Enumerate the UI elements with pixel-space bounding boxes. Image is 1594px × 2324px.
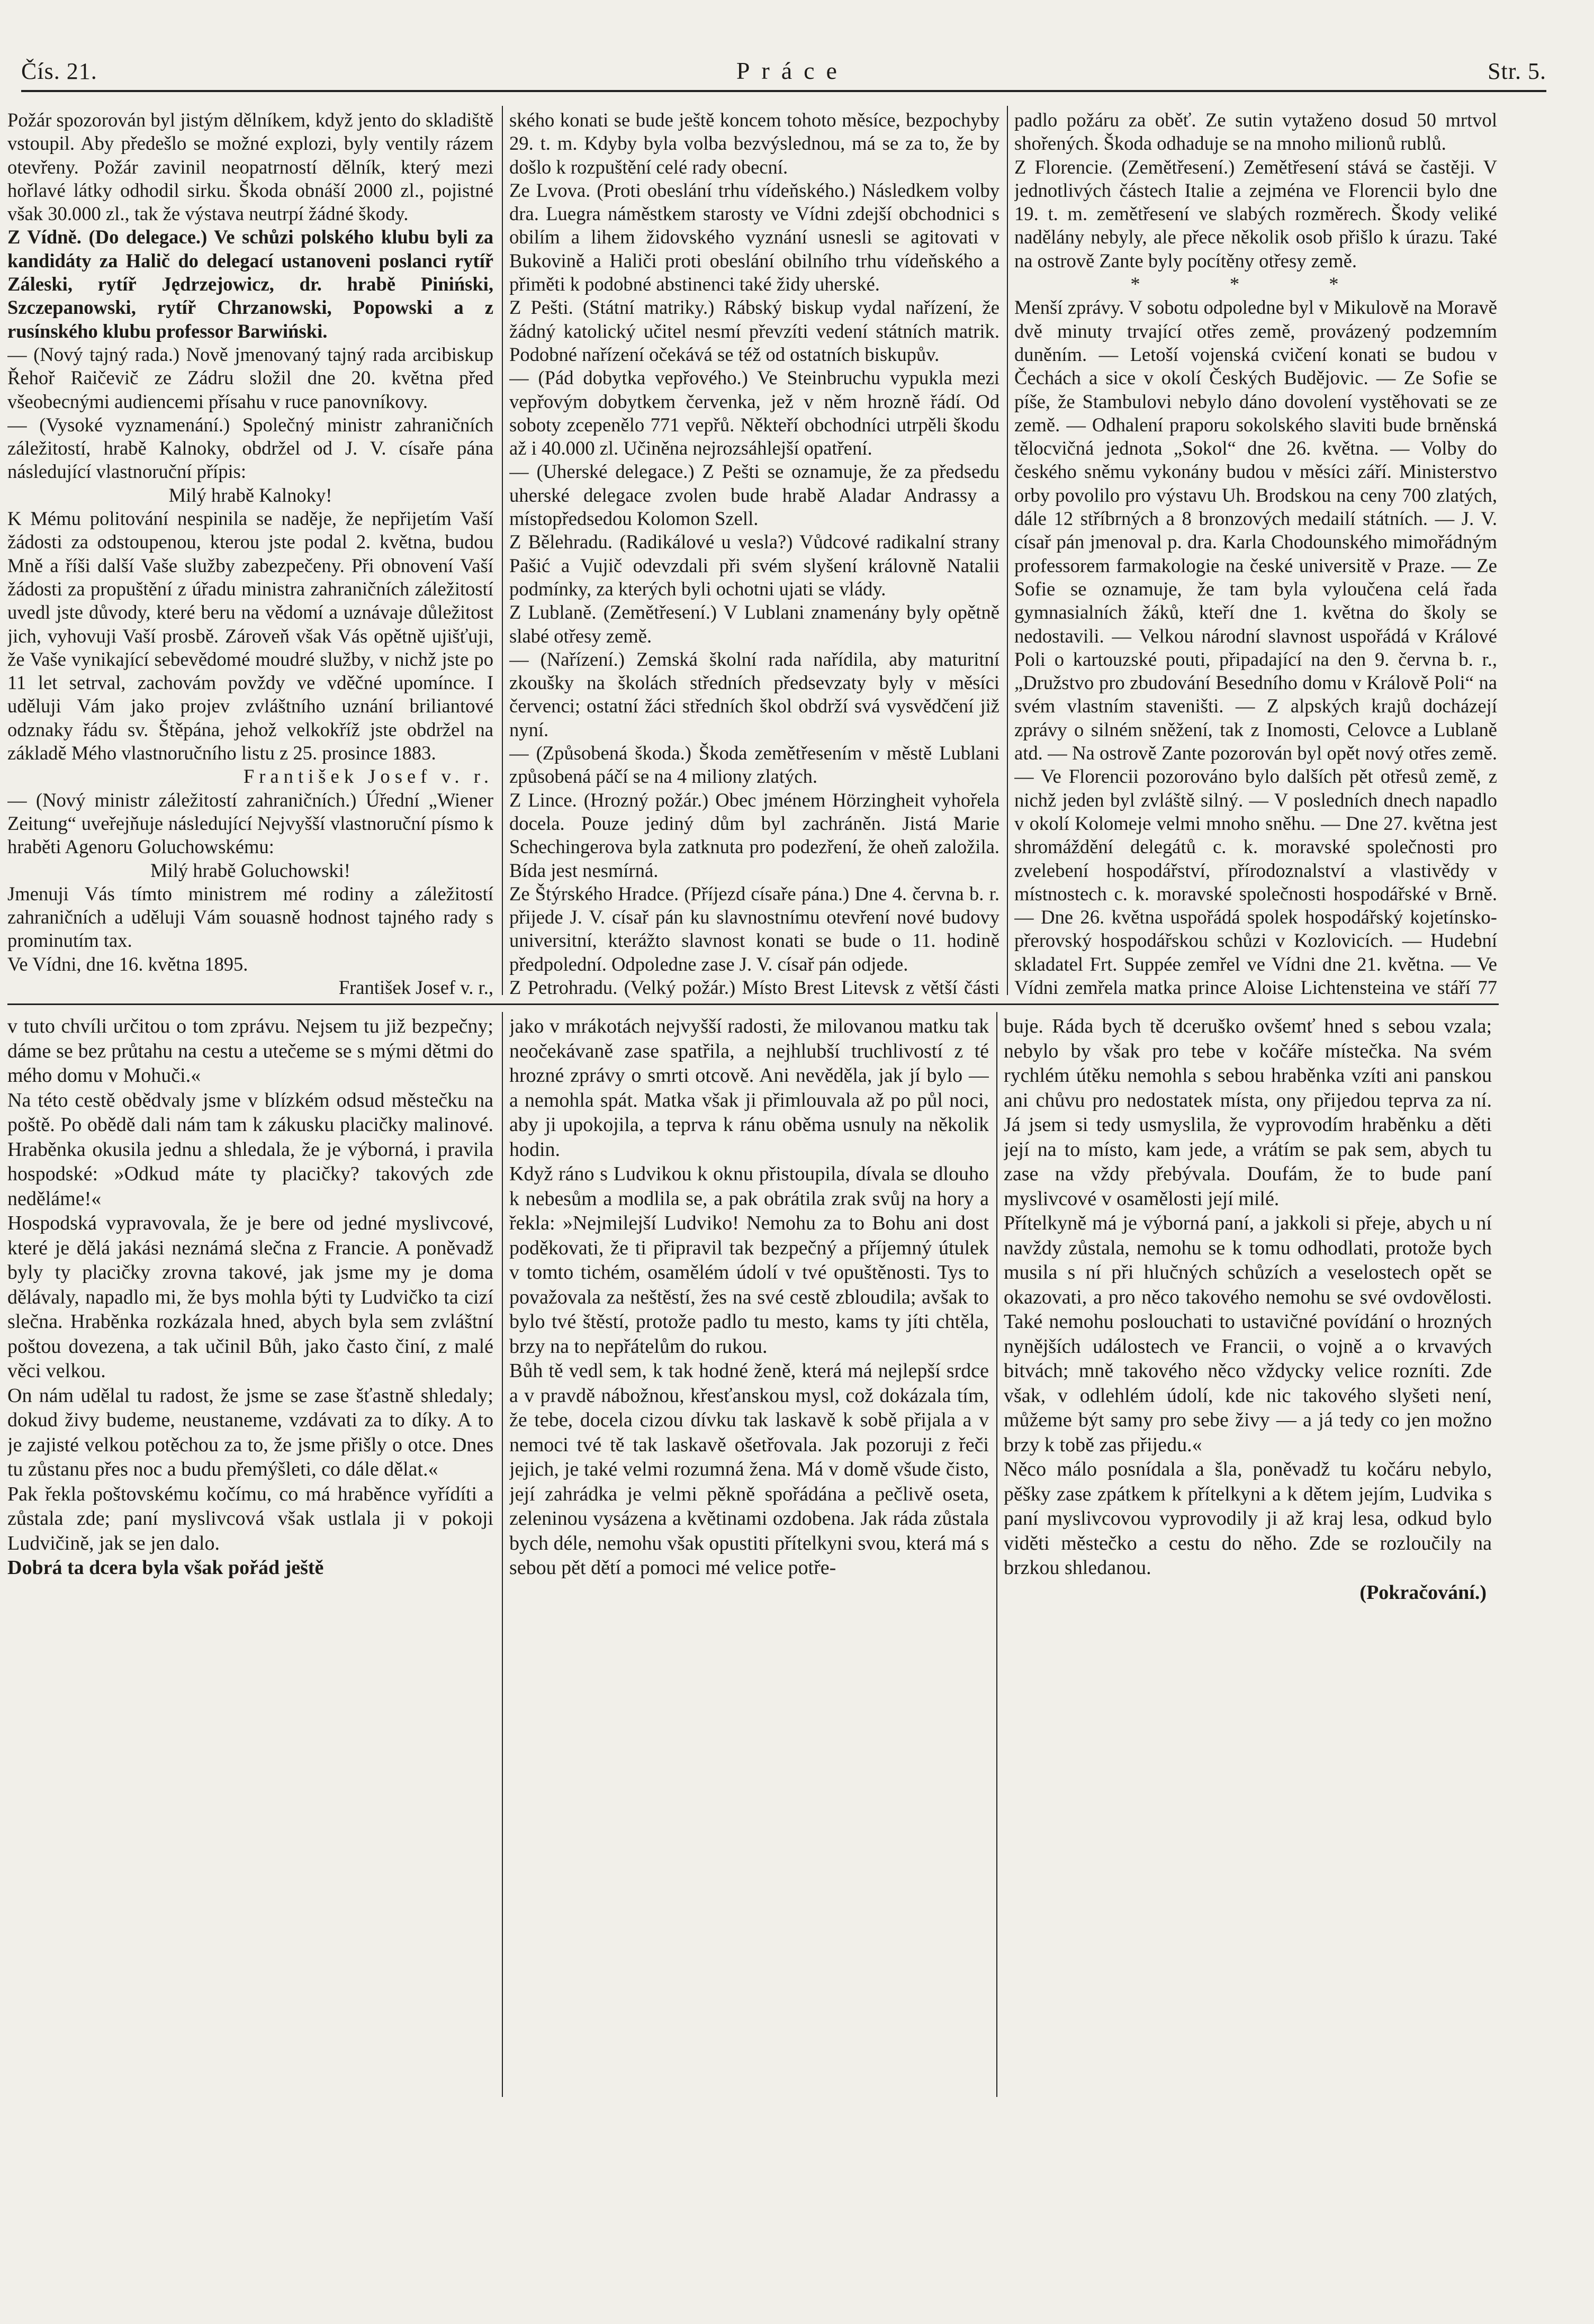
story-paragraph: On nám udělal tu radost, že jsme se zase šťastně shledaly; dokud živy budeme, neustaneme, vzdávati za to díky. A to je zajisté velkou potěchou za to, že jsme přišly o otce. Dnes tu zůstanu přes noc a budu přemýšleti, co dále dělat.« [7,1384,493,1480]
newspaper-title: Práce [736,57,849,84]
story-paragraph: Pak řekla poštovskému kočímu, co má hraběnce vyřídíti a zůstala zde; paní myslivcová však ustlala ji v pokoji Ludvičině, jak se jen dalo. [7,1482,493,1554]
news-column-1 [7,108,493,998]
continuation-note: (Pokračování.) [1359,1581,1487,1604]
column-rule-top-1 [502,106,503,995]
letter-signature: František Josef v. r. [243,765,493,788]
section-separator: * * * [1130,273,1381,295]
news-paragraph: Menší zprávy. V sobotu odpoledne byl v Mikulově na Moravě dvě minuty trvající otřes země, provázený podzemním duněním. — Letoší vojenská cvičení konati se budou v Čechách a sice v okolí Českých Budějovic. — Ze Sofie se píše, že Stambulovi nebylo dáno dovolení vystěhovati se ze země. — Odhalení praporu sokolského slaviti bude brněnská tělocvičná jednota „Sokol“ dne 26. května. — Volby do českého sněmu vykonány budou v měsíci září. Ministerstvo orby povolilo pro výstavu Uh. Brodskou na ceny 700 zlatých, dále 12 stříbrných a 8 bronzových medailí státních. — J. V. císař pán jmenoval p. dra. Karla Chodounského mimořádným professorem farmakologie na české universitě v Praze. — Ze Sofie se oznamuje, že tam byla vyloučena celá řada gymnasialních žáků, kteří dne 1. května do školy se nedostavili. — Velkou národní slavnost uspořádá v Králové Poli o kartouzské pouti, připadající na den 9. června b. r., „Družstvo pro zbudování Besedního domu v Králově Poli“ na svém vlastním staveništi. — Z alpských krajů docházejí zprávy o silném sněžení, tak z Inomosti, Celovce a Lublaně atd. — Na ostrově Zante pozorován byl opět nový otřes země. — Ve Florencii pozorováno bylo dalších pět otřesů země, z nichž jeden byl zvláště silný. — V posledních dnech napadlo v okolí Kolomeje velmi mnoho sněhu. — Dne 27. května jest shromáždění delegátů c. k. moravské společnosti pro zvelebení hospodářství, přírodoznalství a vlastivědy v místnostech c. k. moravské společnosti hospodářské v Brně. — Dne 26. května uspořádá spolek hospodářský kojetínsko-přerovský hospodářskou schůzi v Kozlovicích. — Hudební skladatel Frt. Suppée zemřel ve Vídni dne 21. května. — Ve Vídni zemřela matka prince Aloise Lichtensteina ve stáří 77 [1014,296,1497,998]
story-column-3 [1004,1014,1492,2099]
news-column-2 [509,108,999,998]
letter-body: K Mému politování nespinila se naděje, že nepřijetím Vaší žádosti za odstoupenou, kterou jste podal 2. května, budou Mně a říši další Vaše služby zabezpečeny. Při obnovení Vaší žádosti za propuštění z úřadu ministra zahraničních záležitostí uvedl jste důvody, které beru na vědomí a uznávaje důležitost jich, vyhovuji Vaší prosbě. Zároveň však Vás opětně ujišťuji, že Vaše vynikající sebevědomé moudré služby, v nichž jste po 11 let setrval, zachovám povždy ve vděčné upomínce. I uděluji Vám jako projev zvláštního uznání briliantové odznaky řádu sv. Štěpána, jehož velkokříž jste obdržel na základě Mého vlastnoručního listu z 25. prosince 1883. [7,508,493,764]
news-paragraph: Z Florencie. (Zemětřesení.) Zemětřesení stává se častěji. V jednotlivých částech Italie a zejména ve Florencii bylo dne 19. t. m. zemětřesení ve slabých rozměrech. Škody veliké nadělány nebyly, ale přece několik osob přišlo k úrazu. Také na ostrově Zante byly pocítěny otřesy země. [1014,156,1497,272]
news-paragraph: — (Způsobená škoda.) Škoda zemětřesením v městě Lublani způsobená páčí se na 4 miliony zlatých. [509,742,999,788]
letter-salutation: Milý hrabě Goluchowski! [150,859,350,881]
news-paragraph: ského konati se bude ještě koncem tohoto měsíce, bezpochyby 29. t. m. Kdyby byla volba bezvýslednou, má se za to, že by došlo k rozpuštění celé rady obecní. [509,109,999,178]
news-paragraph: — (Pád dobytka vepřového.) Ve Steinbruchu vypukla mezi vepřovým dobytkem červenka, jež v něm hrozně řádí. Od soboty zcepenělo 771 vepřů. Někteří obchodníci utrpěli škodu až i 40.000 zl. Učiněna nejrozsáhlejší opatření. [509,367,999,459]
story-paragraph: Přítelkyně má je výborná paní, a jakkoli si přeje, abych u ní navždy zůstala, nemohu se k tomu odhodlati, protože bych musila s ní při hlučných schůzích a veselostech opět se okazovati, a pro něco takového nemohu se své ovdovělosti. Také nemohu poslouchati to ustavičné povídání o hrozných nynějších událostech ve Francii, o vojně a o krvavých bitvách; mně takového něco vždycky velice rozníti. Zde však, v odlehlém údolí, kde nic takového slyšeti není, můžeme být samy pro sebe živy — a já tedy co jen možno brzy k tobě zas přijedu.« [1004,1212,1492,1456]
news-paragraph: Z Vídně. (Do delegace.) Ve schůzi polského klubu byli za kandidáty za Halič do delegací ustanoveni poslanci rytíř Záleski, rytíř Jędrzejowicz, dr. hrabě Piniński, Szczepanowski, rytíř Chrzanowski, Popowski a z rusínského klubu professor Barwiński. [7,226,493,342]
news-column-3 [1014,108,1497,998]
news-paragraph: padlo požáru za oběť. Ze sutin vytaženo dosud 50 mrtvol shořených. Škoda odhaduje se na mnoho milionů rublů. [1014,109,1497,155]
page-number: Str. 5. [1488,58,1546,84]
column-rule-bottom-2 [996,1012,997,2097]
news-paragraph: — (Nařízení.) Zemská školní rada nařídila, aby maturitní zkoušky na školách středních předsevzaty byly v měsíci červenci; ostatní žáci středních škol obdrží svá vysvědčení již nyní. [509,648,999,740]
column-rule-bottom-1 [502,1012,503,2097]
section-rule [7,1003,1499,1005]
news-paragraph: Z Petrohradu. (Velký požár.) Místo Brest Litevsk z větší části [509,976,999,998]
story-paragraph: Něco málo posnídala a šla, poněvadž tu kočáru nebylo, pěšky zase zpátkem k přítelkyni a k dětem jejím, Ludvika s paní myslivcovou vyprovodily ji až kraj lesa, odkud bylo viděti městečko a cestu do něho. Zde se rozloučily na brzkou shledanou. [1004,1458,1492,1579]
story-column-1 [7,1014,493,2099]
story-paragraph: Když ráno s Ludvikou k oknu přistoupila, dívala se dlouho k nebesům a modlila se, a pak obrátila zrak svůj na hory a řekla: »Nejmilejší Ludviko! Nemohu za to Bohu ani dost poděkovati, že ti připravil tak bezpečný a příjemný útulek v tomto tichém, osamělém údolí v tvé opuštěnosti. Tys to považovala za neštěstí, žes na své cestě zbloudila; avšak to bylo tvé štěstí, protože padlo tu mesto, kams ty jíti chtěla, brzy na to nepřátelům do rukou. [509,1163,989,1358]
story-paragraph: Dobrá ta dcera byla však pořád ještě [7,1557,324,1579]
news-paragraph: Požár spozorován byl jistým dělníkem, když jento do skladiště vstoupil. Aby předešlo se možné explozi, byly ventily rázem otevřeny. Požár zavinil neopatrností dělník, který mezi hořlavé látky odhodil sirku. Škoda obnáší 2000 zl., pojistné však 30.000 zl., tak že výstava neutrpí žádné škody. [7,109,493,225]
news-paragraph [7,225,493,342]
letter-signature: František Josef v. r., [338,976,493,998]
news-paragraph: — (Vysoké vyznamenání.) Společný ministr zahraničních záležitostí, hrabě Kalnoky, obdržel od J. V. císaře pána následující vlastnoruční přípis: [7,413,493,483]
news-paragraph: Z Pešti. (Státní matriky.) Rábský biskup vydal nařízení, že žádný katolický učitel nesmí převzíti vedení státních matrik. Podobné nařízení očekává se též od ostatních biskupův. [509,296,999,365]
news-paragraph: Ze Lvova. (Proti obeslání trhu vídeňského.) Následkem volby dra. Luegra náměstkem starosty ve Vídni zdejší obchodnici s obilím a lihem židovského vyznání usnesli se agitovati v Bukovině a Haliči proti obeslání obilního trhu vídeňského a přiměti k podobné abstinenci také židy uherské. [509,179,999,295]
letter-salutation: Milý hrabě Kalnoky! [168,484,332,506]
story-paragraph: Na této cestě obědvaly jsme v blízkém odsud městečku na poště. Po obědě dali nám tam k zákusku placičky malinové. Hraběnka okusila jednu a shledala, že je výborná, i pravila hospodské: »Odkud máte ty placičky? takových zde neděláme!« [7,1089,493,1210]
news-paragraph: — (Uherské delegace.) Z Pešti se oznamuje, že za předsedu uherské delegace zvolen bude hrabě Aladar Andrassy a místopředsedou Kolomon Szell. [509,460,999,530]
story-column-2 [509,1014,989,2099]
news-paragraph: — (Nový ministr záležitostí zahraničních.) Úřední „Wiener Zeitung“ uveřejňuje následující Nejvyšší vlastnoruční písmo k hraběti Agenoru Goluchowskému: [7,789,493,858]
story-paragraph: buje. Ráda bych tě dceruško ovšemť hned s sebou vzala; nebylo by však pro tebe v kočáře místečka. Na svém rychlém útěku nemohla s sebou hraběnka vzíti ani panskou ani chůvu pro nedostatek místa, ony přijedou teprva za ní. Já jsem si tedy usmyslila, že vyprovodím hraběnku a děti její na to místo, kam jede, a vrátím se pak sem, abych tu zase na vždy přebývala. Doufám, že to bude paní myslivcové v osamělosti její milé. [1004,1015,1492,1210]
story-paragraph: Hospodská vypravovala, že je bere od jedné myslivcové, které je dělá jakási neznámá slečna z Francie. A poněvadž byly ty placičky zrovna takové, jak jsme my je doma dělávaly, napadlo mi, že bys mohla býti ty Ludvičko ta cizí slečna. Hraběnka rozkázala hned, abych byla sem zvláštní poštou dovezena, a tak učinil Bůh, jako často činí, z malé věci velkou. [7,1212,493,1382]
page-header [21,51,1546,85]
story-paragraph: v tuto chvíli určitou o tom zprávu. Nejsem tu již bezpečny; dáme se bez průtahu na cestu a utečeme se s mými dětmi do mého domu v Mohuči.« [7,1015,493,1087]
issue-number: Čís. 21. [21,58,97,84]
letter-body: Jmenuji Vás tímto ministrem mé rodiny a záležitostí zahraničních a uděluji Vám souasně hodnost tajného rady s prominutím tax. [7,882,493,952]
letter-date: Ve Vídni, dne 16. května 1895. [7,953,248,975]
news-paragraph: Ze Štýrského Hradce. (Příjezd císaře pána.) Dne 4. června b. r. přijede J. V. císař pán ku slavnostnímu otevření nové budovy universitní, kterážto slavnost konati se bude o 11. hodině předpolední. Odpoledne zase J. V. císař pán odjede. [509,882,999,975]
header-rule [21,90,1546,92]
column-rule-top-2 [1007,106,1008,995]
news-paragraph: Z Lince. (Hrozný požár.) Obec jménem Hörzingheit vyhořela docela. Pouze jediný dům byl zachráněn. Jistá Marie Schechingerova byla zatknuta pro podezření, že oheň založila. Bída jest nesmírná. [509,789,999,881]
story-paragraph: Bůh tě vedl sem, k tak hodné ženě, která má nejlepší srdce a v pravdě nábožnou, křesťanskou mysl, což dokázala tím, že tebe, docela cizou dívku tak laskavě k sobě přijala a v nemoci tvé tě tak laskavě ošetřovala. Jak pozoruji z řeči jejich, je také velmi rozumná žena. Má v domě všude čisto, její zahrádka je velmi pěkně spořádána a pečlivě oseta, zeleninou vysázena a květinami ozdobena. Jak ráda zůstala bych déle, nemohu však opustiti přítelkyni svou, která má s sebou pět dětí a pomoci mé velice potře- [509,1360,989,1579]
news-paragraph: Z Lublaně. (Zemětřesení.) V Lublani znamenány byly opětně slabé otřesy země. [509,601,999,647]
news-paragraph: — (Nový tajný rada.) Nově jmenovaný tajný rada arcibiskup Řehoř Raičevič ze Zádru složil dne 20. května před všeobecnými audiencemi přísahu v ruce panovníkovy. [7,343,493,412]
news-paragraph: Z Bělehradu. (Radikálové u vesla?) Vůdcové radikalní strany Pašić a Vujič odevzdali při svém slyšení královně Natalii podmínky, za kterých byli ochotni ujati se vlády. [509,531,999,600]
story-paragraph: jako v mrákotách nejvyšší radosti, že milovanou matku tak neočekávaně zase spatřila, a nejhlubší truchlivostí z té hrozné zprávy o smrti otcově. Ani nevěděla, jak jí bylo — a nemohla spát. Matka však ji přimlouvala až po půl noci, aby ji upokojila, a teprva k ránu oběma usnuly na několik hodin. [509,1015,989,1161]
